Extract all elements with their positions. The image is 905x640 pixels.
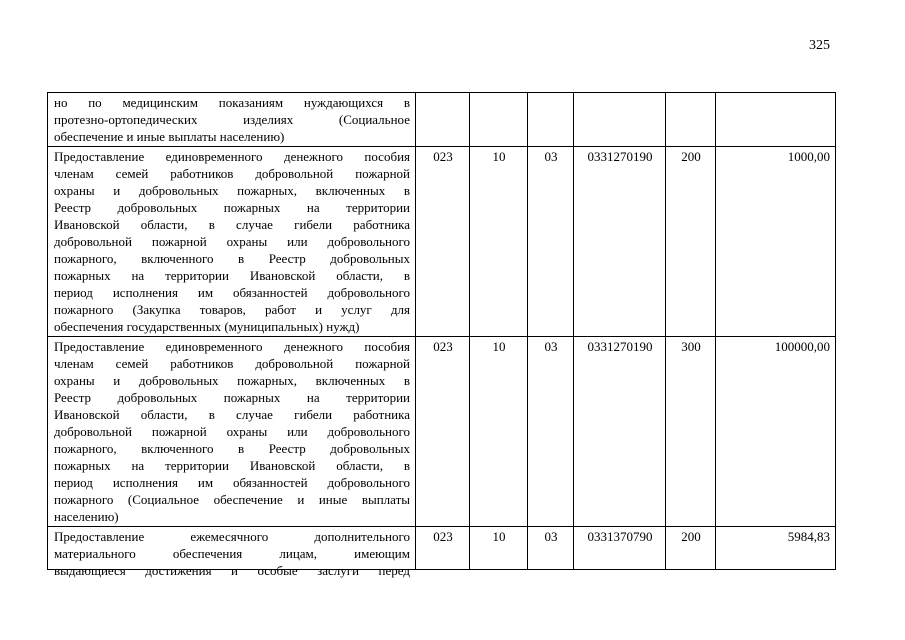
description-line: но по медицинским показаниям нуждающихся в [54, 95, 410, 110]
description-line: обеспечения государственных (муниципальных) нужд) [54, 319, 360, 334]
expense-type-cell: 200 [666, 147, 716, 337]
description-line: выдающиеся достижения и особые заслуги перед [54, 563, 410, 578]
description-line: материального обеспечения лицам, имеющим [54, 546, 410, 561]
section-code-cell: 10 [470, 147, 528, 337]
description-line: обеспечение и иные выплаты населению) [54, 129, 285, 144]
amount-cell: 100000,00 [716, 337, 836, 527]
description-line: период исполнения им обязанностей добровольного [54, 285, 410, 300]
description-line: охраны и добровольных пожарных, включенных в [54, 183, 410, 198]
section-code-cell [470, 93, 528, 147]
target-code-cell: 0331270190 [574, 337, 666, 527]
admin-code-cell: 023 [416, 337, 470, 527]
page-number: 325 [809, 38, 830, 53]
description-line: пожарных на территории Ивановской области, в [54, 458, 410, 473]
admin-code-cell [416, 93, 470, 147]
description-line: протезно-ортопедических изделиях (Социальное [54, 112, 410, 127]
description-line: Предоставление единовременного денежного пособия [54, 149, 410, 164]
table-row [48, 527, 836, 570]
amount-cell: 5984,83 [716, 527, 836, 570]
target-code-cell: 0331370790 [574, 527, 666, 570]
description-line: пожарного, включенного в Реестр добровольных [54, 441, 410, 456]
admin-code-cell: 023 [416, 527, 470, 570]
description-line: Реестр добровольных пожарных на территории [54, 390, 410, 405]
description-line: добровольной пожарной охраны или добровольного [54, 234, 410, 249]
description-line: пожарного (Закупка товаров, работ и услуг для [54, 302, 410, 317]
subsection-code-cell: 03 [528, 337, 574, 527]
row-description [48, 147, 416, 337]
amount-cell [716, 93, 836, 147]
description-line: период исполнения им обязанностей добровольного [54, 475, 410, 490]
description-line: населению) [54, 509, 119, 524]
target-code-cell: 0331270190 [574, 147, 666, 337]
description-line: Ивановской области, в случае гибели работника [54, 407, 410, 422]
table-row [48, 337, 836, 527]
description-line: Ивановской области, в случае гибели работника [54, 217, 410, 232]
description-line: пожарного (Социальное обеспечение и иные выплаты [54, 492, 410, 507]
admin-code-cell: 023 [416, 147, 470, 337]
description-line: охраны и добровольных пожарных, включенных в [54, 373, 410, 388]
description-line: членам семей работников добровольной пожарной [54, 166, 410, 181]
amount-cell: 1000,00 [716, 147, 836, 337]
row-description [48, 527, 416, 578]
target-code-cell [574, 93, 666, 147]
description-line: пожарного, включенного в Реестр добровольных [54, 251, 410, 266]
subsection-code-cell: 03 [528, 147, 574, 337]
row-description [48, 337, 416, 527]
description-line: пожарных на территории Ивановской области, в [54, 268, 410, 283]
table-row [48, 93, 836, 147]
budget-table [47, 92, 836, 578]
table-row [48, 147, 836, 337]
expense-type-cell [666, 93, 716, 147]
description-line: Предоставление ежемесячного дополнительного [54, 529, 410, 544]
section-code-cell: 10 [470, 527, 528, 570]
expense-type-cell: 300 [666, 337, 716, 527]
description-line: Предоставление единовременного денежного пособия [54, 339, 410, 354]
row-description [48, 93, 416, 147]
section-code-cell: 10 [470, 337, 528, 527]
description-line: Реестр добровольных пожарных на территории [54, 200, 410, 215]
expense-type-cell: 200 [666, 527, 716, 570]
subsection-code-cell: 03 [528, 527, 574, 570]
subsection-code-cell [528, 93, 574, 147]
description-line: добровольной пожарной охраны или добровольного [54, 424, 410, 439]
description-line: членам семей работников добровольной пожарной [54, 356, 410, 371]
